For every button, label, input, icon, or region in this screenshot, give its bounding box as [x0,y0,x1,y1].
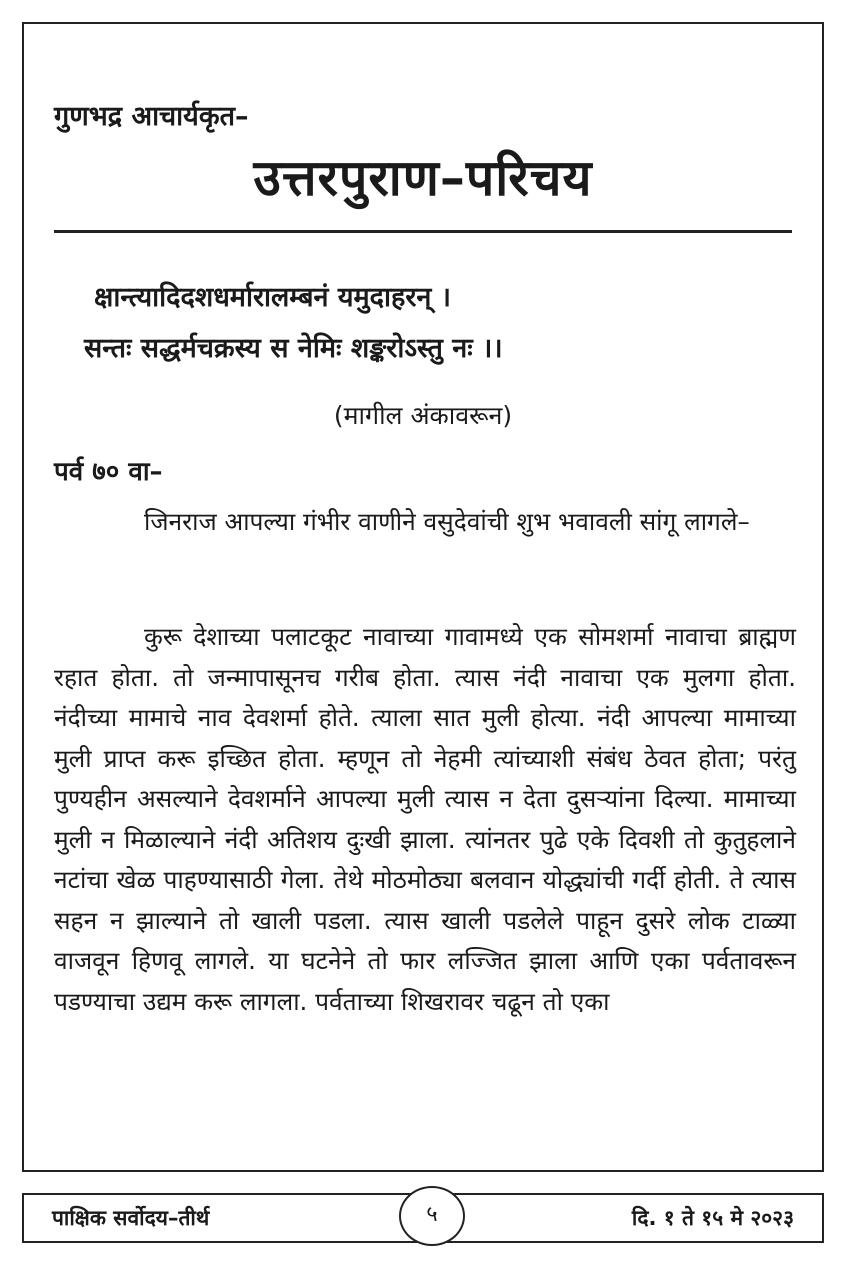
footer-bar [22,1193,824,1243]
publication-name: पाक्षिक सर्वोदय–तीर्थ [52,1206,210,1230]
page-title: उत्तरपुराण–परिचय [253,149,593,207]
verse-line-2: सन्तः सद्धर्मचक्रस्य स नेमिः शङ्करोऽस्तु नः ।। [84,333,503,364]
paragraph-story: कुरू देशाच्या पलाटकूट नावाच्या गावामध्ये एक सोमशर्मा नावाचा ब्राह्मण रहात होता. तो जन्मापासूनच गरीब होता. त्यास नंदी नावाचा एक मुलगा होता. नंदीच्या मामाचे नाव देवशर्मा होते. त्याला सात मुली होत्या. नंदी आपल्या मामाच्या मुली प्राप्त करू इच्छित होता. म्हणून तो नेहमी त्यांच्याशी संबंध ठेवत होता; परंतु पुण्यहीन असल्याने देवशर्माने आपल्या मुली त्यास न देता दुसऱ्यांना दिल्या. मामाच्या मुली न मिळाल्याने नंदी अतिशय दुःखी झाला. त्यांनतर पुढे एके दिवशी तो कुतुहलाने नटांचा खेळ पाहण्यासाठी गेला. तेथे मोठमोठ्या बलवान योद्ध्यांची गर्दी होती. ते त्यास सहन न झाल्याने तो खाली पडला. त्यास खाली पडलेले पाहून दुसरे लोक टाळ्या वाजवून हिणवू लागले. या घटनेने तो फार लज्जित झाला आणि एका पर्वतावरून पडण्याचा उद्यम करू लागला. पर्वताच्या शिखरावर चढून तो एका [54,622,796,1016]
issue-date: दि. १ ते १५ मे २०२३ [631,1206,794,1230]
author-line: गुणभद्र आचार्यकृत– [54,101,249,132]
section-heading: पर्व ७० वा– [54,457,163,487]
continued-note: (मागील अंकावरून) [333,401,513,430]
title-divider [54,230,792,233]
page-number: ५ [399,1186,465,1246]
paragraph-intro: जिनराज आपल्या गंभीर वाणीने वसुदेवांची शुभ भवावली सांगू लागले– [144,507,750,536]
verse-line-1: क्षान्त्यादिदशधर्मारालम्बनं यमुदाहरन् । [94,282,452,313]
page-frame [22,22,824,1172]
